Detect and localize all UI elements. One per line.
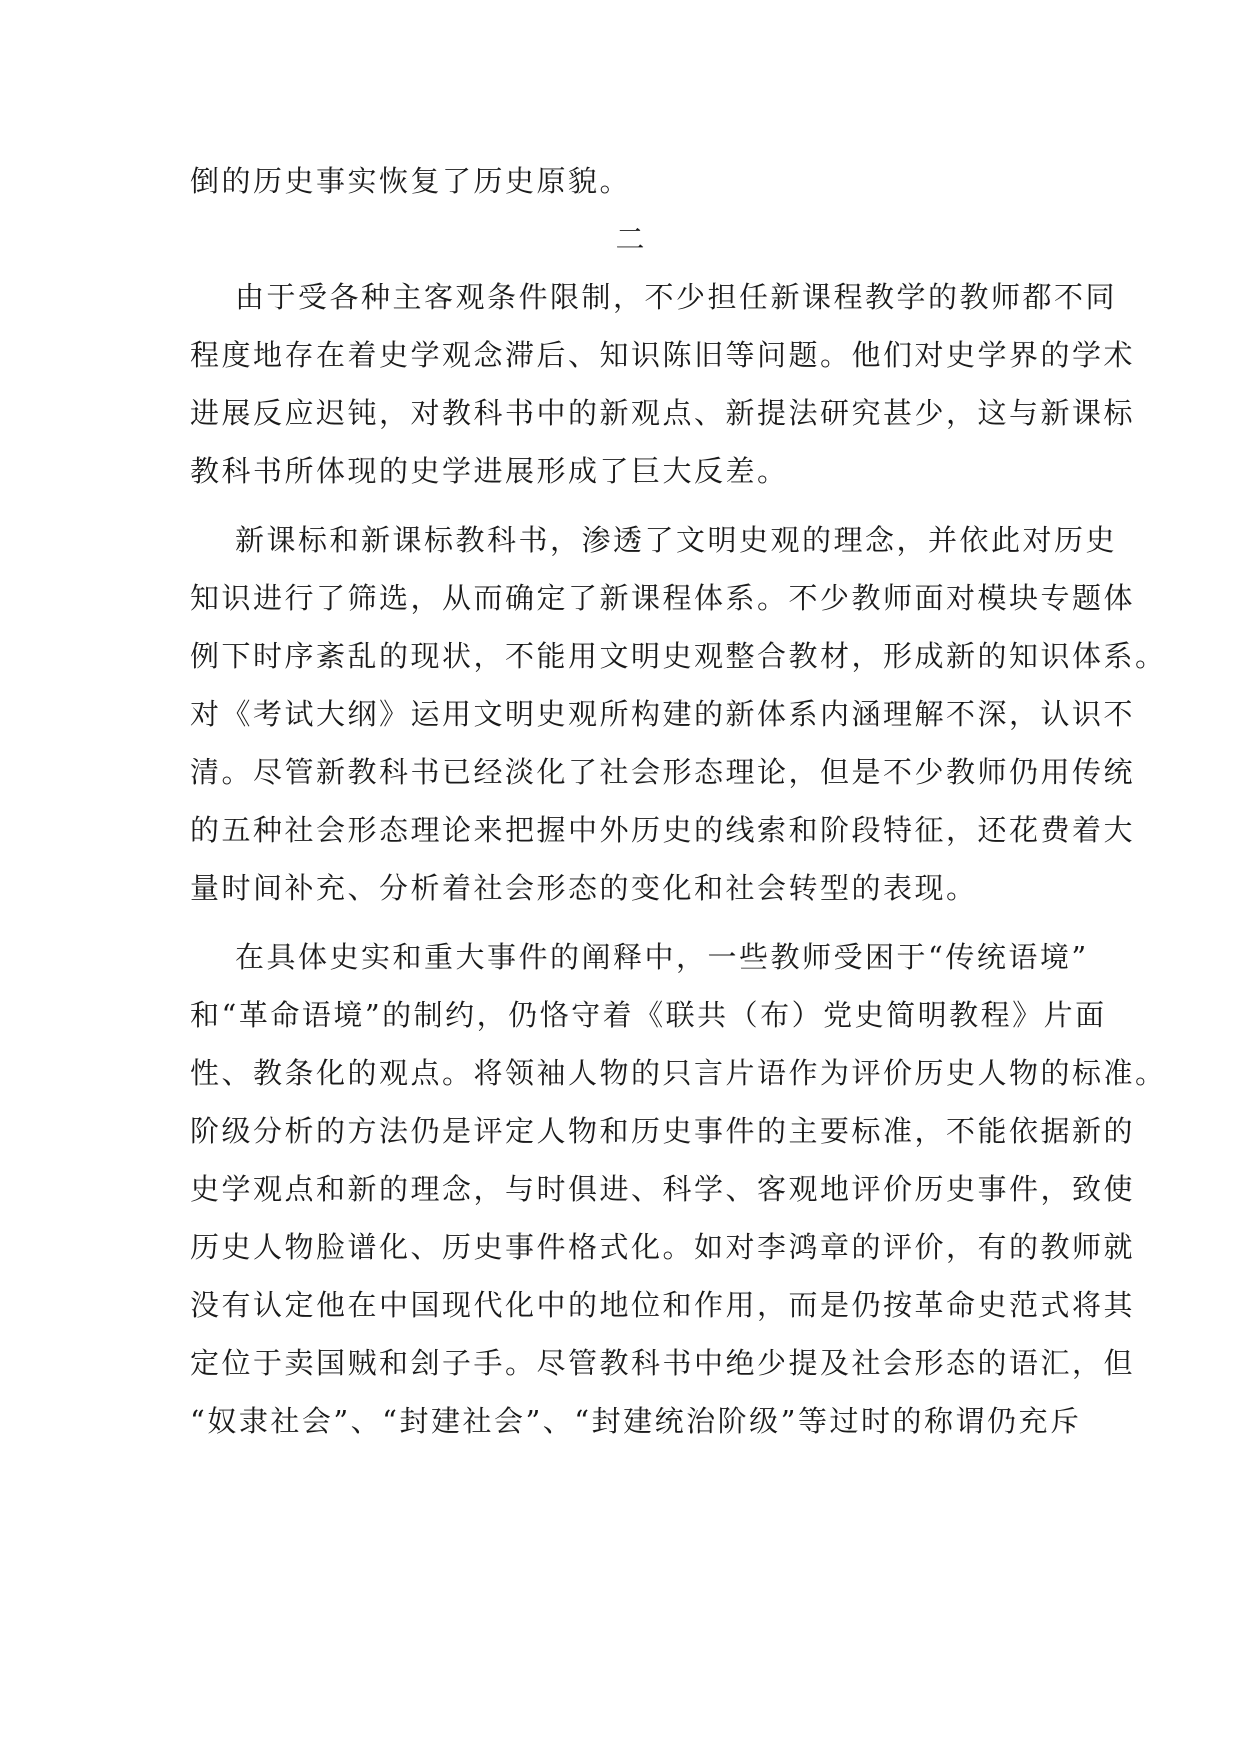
paragraph-line: 性、教条化的观点。将领袖人物的只言片语作为评价历史人物的标准。 <box>190 1056 1167 1090</box>
paragraph-line: 历史人物脸谱化、历史事件格式化。如对李鸿章的评价，有的教师就 <box>190 1230 1136 1264</box>
paragraph-line: 新课标和新课标教科书，渗透了文明史观的理念，并依此对历史 <box>235 523 1118 557</box>
paragraph-line: 和“革命语境”的制约，仍恪守着《联共（布）党史简明教程》片面 <box>190 998 1107 1032</box>
paragraph-line: 教科书所体现的史学进展形成了巨大反差。 <box>190 454 789 488</box>
paragraph-line: 定位于卖国贼和刽子手。尽管教科书中绝少提及社会形态的语汇，但 <box>190 1346 1136 1380</box>
paragraph-line: 的五种社会形态理论来把握中外历史的线索和阶段特征，还花费着大 <box>190 813 1136 847</box>
paragraph-line: 阶级分析的方法仍是评定人物和历史事件的主要标准，不能依据新的 <box>190 1114 1136 1148</box>
section-heading: 二 <box>615 222 647 256</box>
paragraph-2 <box>190 511 1167 917</box>
paragraph-line: “奴隶社会”、“封建社会”、“封建统治阶级”等过时的称谓仍充斥 <box>190 1404 1082 1438</box>
paragraph-1 <box>190 268 1136 500</box>
paragraph-line: 知识进行了筛选，从而确定了新课程体系。不少教师面对模块专题体 <box>190 581 1136 615</box>
paragraph-line: 没有认定他在中国现代化中的地位和作用，而是仍按革命史范式将其 <box>190 1288 1136 1322</box>
paragraph-line: 史学观点和新的理念，与时俱进、科学、客观地评价历史事件，致使 <box>190 1172 1136 1206</box>
paragraph-line: 由于受各种主客观条件限制，不少担任新课程教学的教师都不同 <box>235 280 1118 314</box>
paragraph-line: 对《考试大纲》运用文明史观所构建的新体系内涵理解不深，认识不 <box>190 697 1136 731</box>
paragraph-line: 量时间补充、分析着社会形态的变化和社会转型的表现。 <box>190 871 978 905</box>
text-column <box>190 152 1167 1461</box>
opening-fragment-line: 倒的历史事实恢复了历史原貌。 <box>190 164 632 198</box>
paragraph-3 <box>190 928 1167 1450</box>
paragraph-line: 清。尽管新教科书已经淡化了社会形态理论，但是不少教师仍用传统 <box>190 755 1136 789</box>
paragraph-line: 程度地存在着史学观念滞后、知识陈旧等问题。他们对史学界的学术 <box>190 338 1136 372</box>
paragraph-line: 在具体史实和重大事件的阐释中，一些教师受困于“传统语境” <box>235 940 1089 974</box>
paragraph-line: 进展反应迟钝，对教科书中的新观点、新提法研究甚少，这与新课标 <box>190 396 1136 430</box>
paragraph-line: 例下时序紊乱的现状，不能用文明史观整合教材，形成新的知识体系。 <box>190 639 1167 673</box>
